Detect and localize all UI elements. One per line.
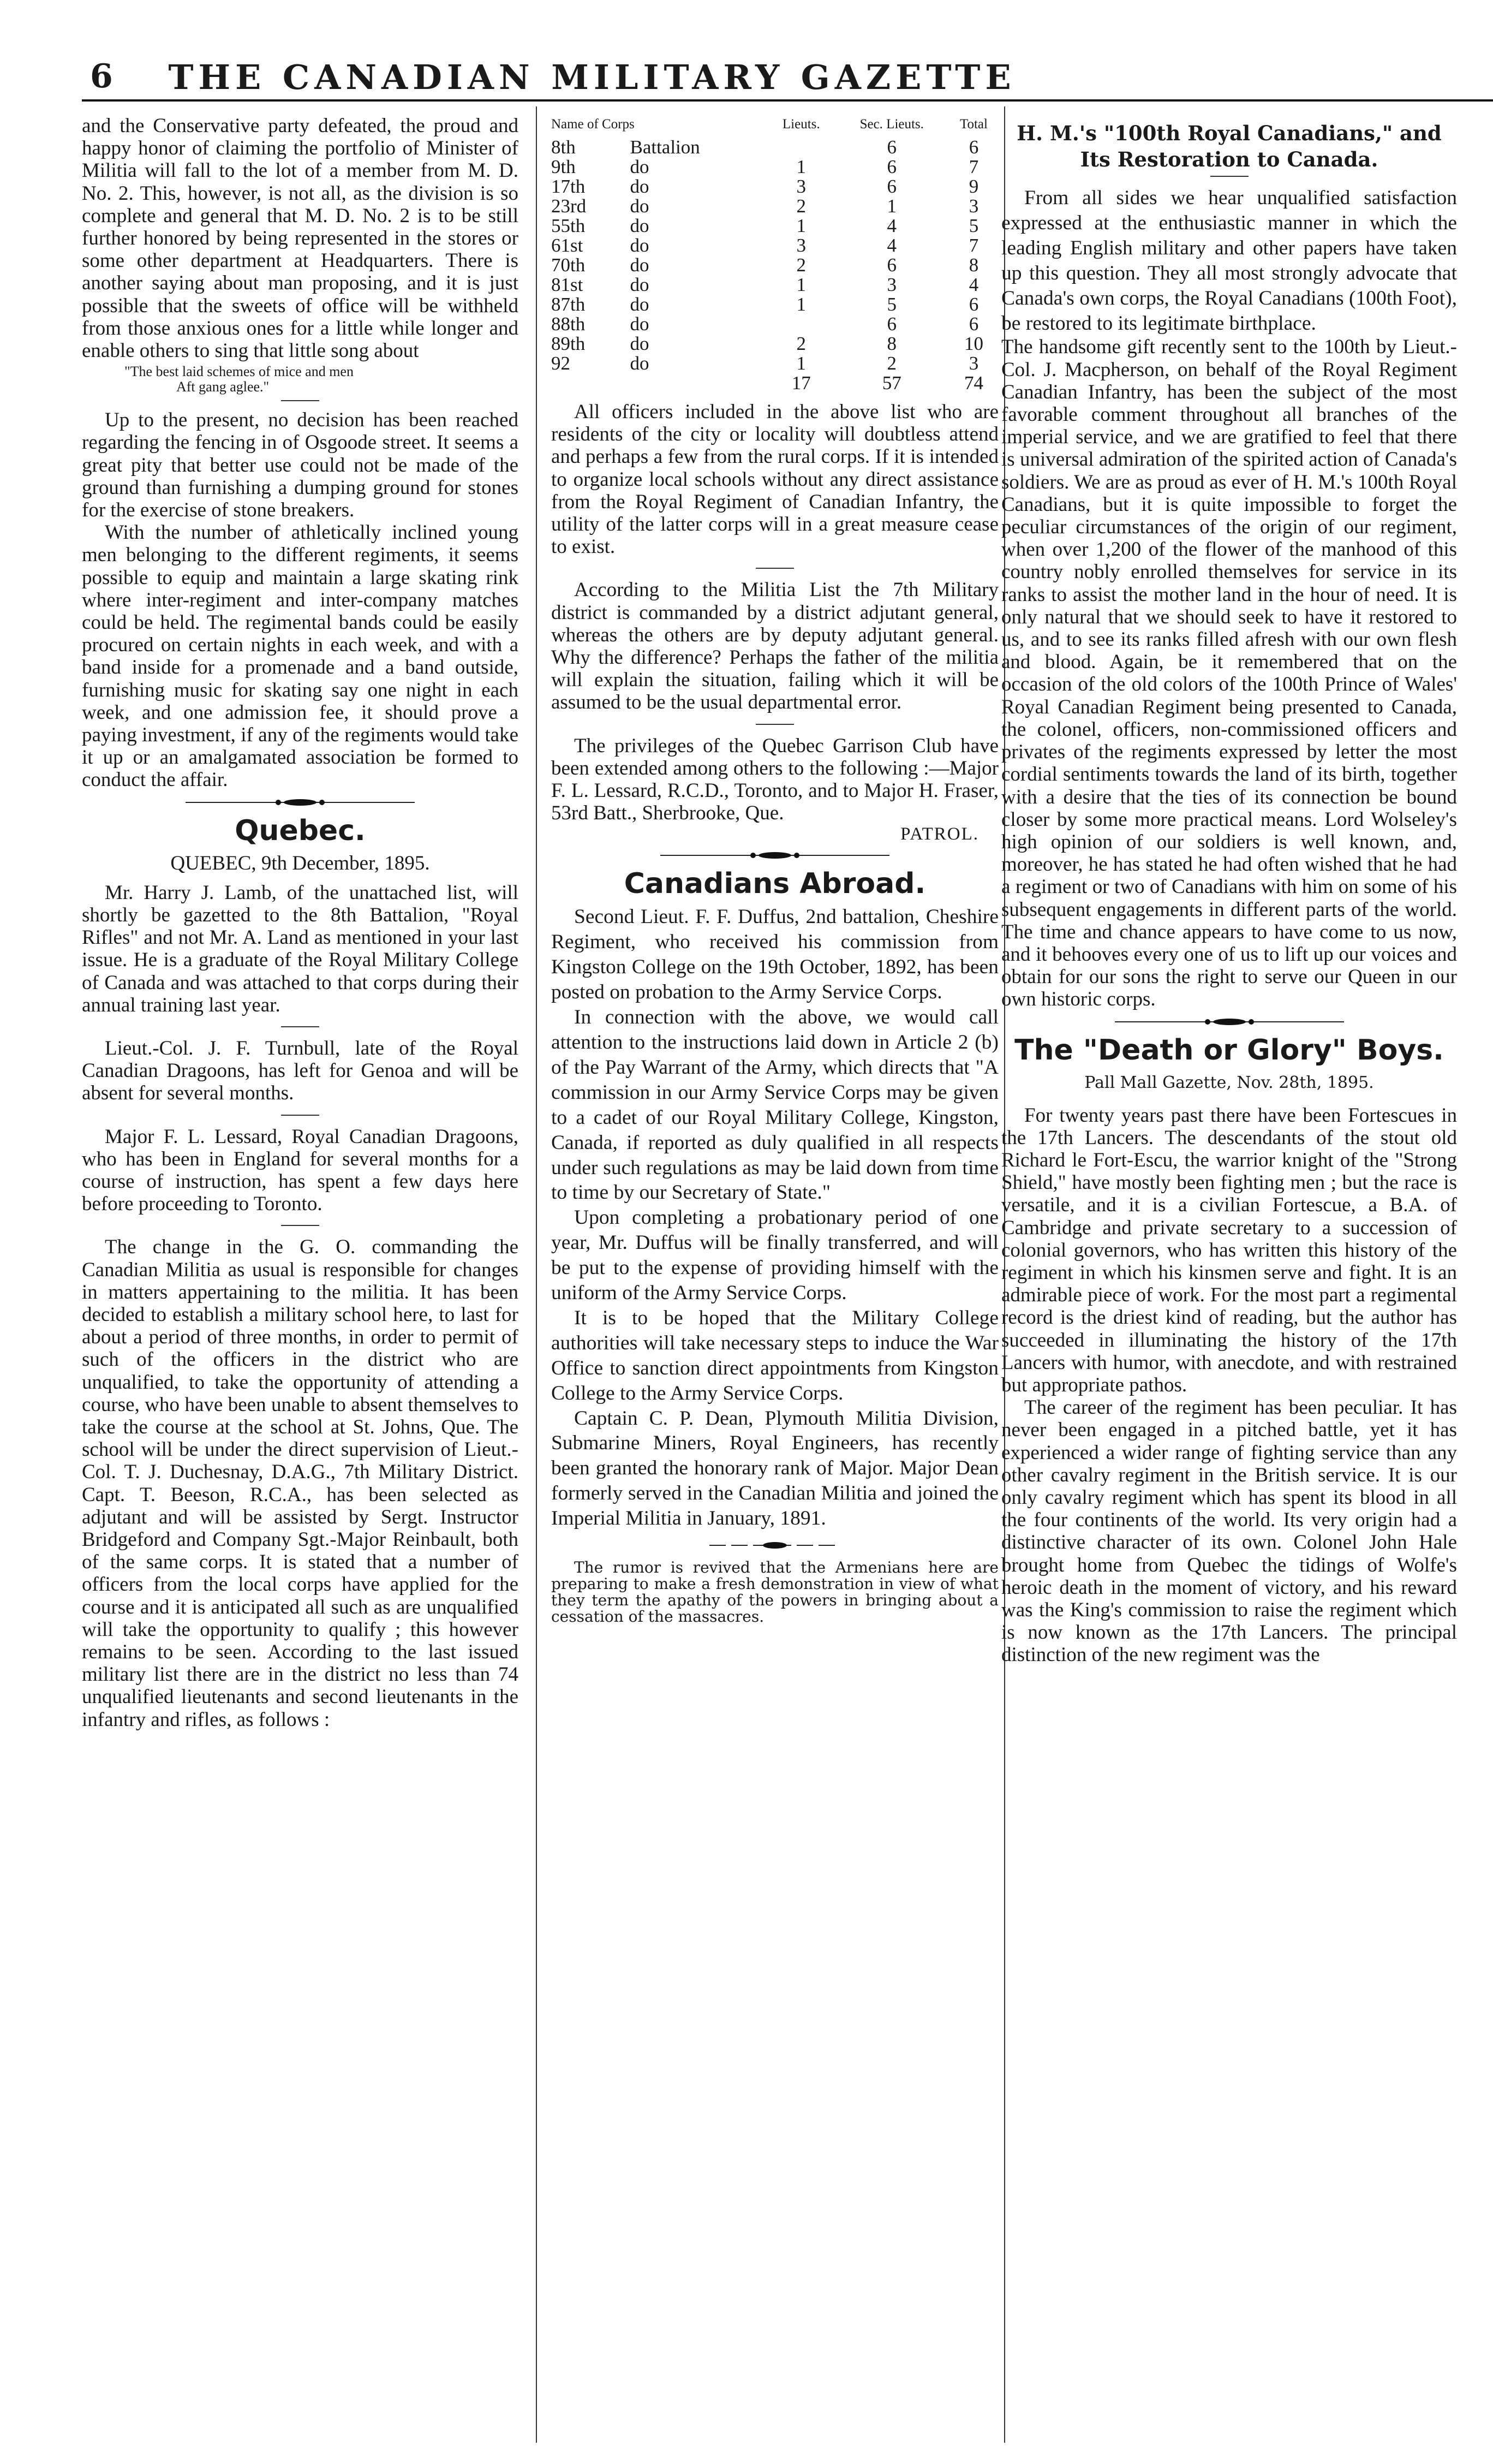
column-3 <box>1001 115 1457 1667</box>
total-cell: 57 <box>882 372 901 394</box>
heading-line: H. M.'s "100th Royal Canadians," and <box>1017 121 1442 145</box>
table-cell: 3 <box>969 195 979 217</box>
section-heading-royal-canadians <box>1001 120 1457 172</box>
short-divider <box>1210 176 1249 177</box>
paragraph: Major F. L. Lessard, Royal Canadian Dragoons, who has been in England for several months for a course of instruction, has spent a few days here before proceeding to Toronto. <box>82 1125 518 1216</box>
table-cell: do <box>630 333 649 354</box>
page-header <box>82 55 1102 98</box>
column-divider-1 <box>536 106 537 2443</box>
paragraph: It is to be hoped that the Military College authorities will take necessary steps to induce the War Office to sanction direct appointments from Kingston College to the Army Service Corps. <box>551 1306 999 1404</box>
table-cell: 55th <box>551 215 586 236</box>
footnote: The rumor is revived that the Armenians here are preparing to make a fresh demonstration in view of what they term the apathy of the powers in bringing about a cessation of the massacres. <box>551 1558 999 1626</box>
paragraph: The privileges of the Quebec Garrison Club have been extended among others to the following :—Major F. L. Lessard, R.C.D., Toronto, and to Major H. Fraser, 53rd Batt., Sherbrooke, Que. <box>551 734 999 825</box>
table-row <box>551 197 999 216</box>
table-cell: 81st <box>551 274 583 295</box>
table-cell: 6 <box>969 136 979 158</box>
table-cell: 3 <box>887 274 897 295</box>
table-cell: 8 <box>887 333 897 354</box>
table-cell: 6 <box>887 156 897 177</box>
total-cell: 17 <box>791 372 811 394</box>
table-row <box>551 177 999 197</box>
table-cell: do <box>630 176 649 197</box>
section-heading-quebec: Quebec. <box>235 814 366 847</box>
short-divider <box>281 400 319 401</box>
heading-line: Its Restoration to Canada. <box>1080 147 1378 171</box>
short-divider <box>281 1026 319 1027</box>
dateline: Pall Mall Gazette, Nov. 28th, 1895. <box>1084 1073 1374 1092</box>
table-header: Total <box>959 117 988 132</box>
signature: PATROL. <box>900 824 979 844</box>
table-cell: 4 <box>887 215 897 236</box>
table-cell: 6 <box>969 313 979 335</box>
paragraph: The change in the G. O. commanding the Canadian Militia as usual is responsible for changes in matters appertaining to the militia. It has been decided to establish a military school here, to last for about a period of three months, in order to permit of such of the officers in the district who are unqualified, to take the opportunity of attending a course, who have been unable to absent themselves to take the course at the school at St. Johns, Que. The school will be under the direct supervision of Lieut.-Col. T. J. Duchesnay, D.A.G., 7th Military District. Capt. T. Beeson, R.C.A., has been selected as adjutant and will be assisted by Sergt. Instructor Bridgeford and Company Sgt.-Major Reinbault, both of the same corps. It is stated that a number of officers from the local corps have applied for the course and it is anticipated all such as are unqualified will take the opportunity to qualify ; this however remains to be seen. According to the last issued military list there are in the district no less than 74 unqualified lieutenants and second lieutenants in the infantry and rifles, as follows : <box>82 1236 518 1731</box>
paragraph: and the Conservative party defeated, the proud and happy honor of claiming the portfolio of Minister of Militia will fall to the lot of a member from M. D. No. 2. This, however, is not all, as the division is so complete and general that M. D. No. 2 is to be still further honored by being represented in the stores or some other department at Headquarters. There is another saying about man proposing, and it is just possible that the sweets of office will be withheld from those anxious ones for a little while longer and enable others to sing that little song about <box>82 115 518 362</box>
table-cell: 2 <box>796 333 806 354</box>
ornamental-divider <box>709 1540 840 1551</box>
verse-line: "The best laid schemes of mice and men <box>124 364 354 380</box>
table-row <box>551 275 999 295</box>
paragraph: The career of the regiment has been peculiar. It has never been engaged in a pitched battle, yet it has experienced a wider range of fighting service than any other cavalry regiment in the British service. It is our only cavalry regiment which has spent its blood in all the four continents of the world. Its very origin had a distinctive character of its own. Colonel John Hale brought home from Quebec the tidings of Wolfe's heroic death in the moment of victory, and his reward was the King's commission to raise the regiment which is now known as the 17th Lancers. The principal distinction of the new regiment was the <box>1001 1396 1457 1667</box>
column-1 <box>82 115 518 1731</box>
table-cell: 6 <box>887 136 897 158</box>
table-cell: 3 <box>796 235 806 256</box>
paragraph: All officers included in the above list who are residents of the city or locality will doubtless attend and perhaps a few from the rural corps. If it is intended to organize local schools without any direct assistance from the Royal Regiment of Canadian Infantry, the utility of the latter corps will in a great measure cease to exist. <box>551 401 999 558</box>
table-cell: do <box>630 313 649 335</box>
table-cell: 2 <box>796 254 806 276</box>
paragraph: With the number of athletically inclined young men belonging to the different regiments, it seems possible to equip and maintain a large skating rink where inter-regiment and inter-company matches could be held. The regimental bands could be easily procured on certain nights in each week, and with a band inside for a promenade and a band outside, furnishing music for skating say one night in each week, and one admission fee, it should prove a paying investment, if any of the regiments would take it up or an amalgamated association be formed to conduct the affair. <box>82 521 518 791</box>
table-cell: do <box>630 215 649 236</box>
table-cell: 3 <box>796 176 806 197</box>
short-divider <box>281 1225 319 1226</box>
table-cell: 70th <box>551 254 586 276</box>
table-cell: 1 <box>796 274 806 295</box>
table-cell: 4 <box>969 274 979 295</box>
paragraph: Captain C. P. Dean, Plymouth Militia Division, Submarine Miners, Royal Engineers, has recently been granted the honorary rank of Major. Major Dean formerly served in the Canadian Militia and joined the Imperial Militia in January, 1891. <box>551 1407 999 1530</box>
table-cell: do <box>630 195 649 217</box>
table-cell: 1 <box>796 215 806 236</box>
ornamental-divider <box>1115 1016 1344 1027</box>
table-cell: 23rd <box>551 195 587 217</box>
table-cell: 7 <box>969 235 979 256</box>
table-header: Lieuts. <box>782 117 820 132</box>
paragraph: Lieut.-Col. J. F. Turnbull, late of the Royal Canadian Dragoons, has left for Genoa and will be absent for several months. <box>82 1037 518 1105</box>
short-divider <box>756 724 794 725</box>
paragraph: In connection with the above, we would call attention to the instructions laid down in Article 2 (b) of the Pay Warrant of the Army, which directs that "A commission in our Army Service Corps may be given to a cadet of our Royal Military College, Kingston, Canada, if reported as duly qualified in all respects under such regulations as may be laid down from time to time by our Secretary of State." <box>551 1006 999 1204</box>
corps-table <box>551 115 999 393</box>
table-cell: 1 <box>887 195 897 217</box>
ornamental-divider <box>660 850 889 861</box>
table-cell: 1 <box>796 353 806 374</box>
table-cell: do <box>630 156 649 177</box>
section-heading-death-or-glory: The "Death or Glory" Boys. <box>1014 1033 1444 1067</box>
paragraph: Mr. Harry J. Lamb, of the unattached list, will shortly be gazetted to the 8th Battalion, "Royal Rifles" and not Mr. A. Land as mentioned in your last issue. He is a graduate of the Royal Military College of Canada and was attached to that corps during their annual training last year. <box>82 881 518 1016</box>
table-row <box>551 314 999 334</box>
table-cell: 89th <box>551 333 586 354</box>
table-cell: do <box>630 294 649 315</box>
table-cell: do <box>630 235 649 256</box>
table-cell: 4 <box>887 235 897 256</box>
table-cell: Battalion <box>630 136 700 158</box>
table-cell: do <box>630 353 649 374</box>
table-cell: 92 <box>551 353 570 374</box>
table-cell: 6 <box>969 294 979 315</box>
table-row <box>551 255 999 275</box>
table-row <box>551 157 999 177</box>
table-cell: 2 <box>796 195 806 217</box>
table-cell: 6 <box>887 176 897 197</box>
table-cell: 2 <box>887 353 897 374</box>
total-cell: 74 <box>964 372 983 394</box>
table-row <box>551 354 999 373</box>
table-row <box>551 236 999 255</box>
table-cell: 10 <box>964 333 983 354</box>
dateline: QUEBEC, 9th December, 1895. <box>170 852 430 874</box>
page-number: 6 <box>90 57 113 96</box>
table-cell: 1 <box>796 294 806 315</box>
table-cell: 87th <box>551 294 586 315</box>
table-cell: 8th <box>551 136 576 158</box>
table-header: Name of Corps <box>551 117 635 132</box>
table-cell: 61st <box>551 235 583 256</box>
table-cell: 5 <box>887 294 897 315</box>
table-cell: 7 <box>969 156 979 177</box>
table-cell: 17th <box>551 176 586 197</box>
paragraph: Upon completing a probationary period of one year, Mr. Duffus will be finally transferred, and will be put to the expense of providing himself with the uniform of the Army Service Corps. <box>551 1206 999 1305</box>
header-rule <box>82 99 1493 102</box>
paragraph: From all sides we hear unqualified satisfaction expressed at the enthusiastic manner in which the leading English military and other papers have taken up this question. They all most strongly advocate that Canada's own corps, the Royal Canadians (100th Foot), be restored to its legitimate birthplace. <box>1001 187 1457 335</box>
table-header: Sec. Lieuts. <box>859 117 924 132</box>
table-cell: 9th <box>551 156 576 177</box>
table-header-row <box>551 115 999 138</box>
verse-quote <box>124 364 518 395</box>
paragraph: Second Lieut. F. F. Duffus, 2nd battalion, Cheshire Regiment, who received his commission from Kingston College on the 19th October, 1892, has been posted on probation to the Army Service Corps. <box>551 906 999 1004</box>
table-cell <box>768 314 835 334</box>
table-row <box>551 138 999 157</box>
paragraph: Up to the present, no decision has been reached regarding the fencing in of Osgoode street. It seems a great pity that better use could not be made of the ground than furnishing a dumping ground for stones for the exercise of stone breakers. <box>82 409 518 522</box>
table-cell: 88th <box>551 313 586 335</box>
table-cell <box>768 138 835 157</box>
ornamental-divider <box>186 797 415 808</box>
section-heading-canadians-abroad: Canadians Abroad. <box>624 867 926 901</box>
table-totals-row <box>551 373 999 393</box>
table-row <box>551 334 999 354</box>
table-row <box>551 295 999 314</box>
table-cell: 6 <box>887 254 897 276</box>
paragraph: For twenty years past there have been Fortescues in the 17th Lancers. The descendants of the stout old Richard le Fort-Escu, the warrior knight of the "Strong Shield," have mostly been fighting men ; but the race is versatile, and it is a civilian Fortescue, a B.A. of Cambridge and private secretary to a succession of colonial governors, who has written this history of the regiment in which his kinsmen serve and fight. It is an admirable piece of work. For the most part a regimental record is the driest kind of reading, but the author has succeeded in illuminating the history of the 17th Lancers with humor, with anecdote, and with restrained but appropriate pathos. <box>1001 1104 1457 1396</box>
paragraph: The handsome gift recently sent to the 100th by Lieut.-Col. J. Macpherson, on behalf of the Royal Regiment Canadian Infantry, has been the subject of the most favorable comment throughout all branches of the imperial service, and we are gratified to feel that there is universal admiration of the spirited action of Canada's soldiers. We are as proud as ever of H. M.'s 100th Royal Canadians, but it is quite impossible to forget the peculiar circumstances of the origin of our regiment, when over 1,200 of the flower of the manhood of this country nobly enrolled themselves for service in its ranks to assist the mother land in the hour of need. It is only natural that we should seek to have it restored to us, and to see its ranks filled afresh with our own flesh and blood. Again, be it remembered that on the occasion of the old colors of the 100th Prince of Wales' Royal Canadian Regiment being presented to Canada, the colonel, officers, non-commissioned officers and privates of the regiments expressed by letter the most cordial sentiments towards the land of its birth, together with a desire that the ties of its connection be bound closer by some more practical means. Lord Wolseley's high opinion of our soldiers is well known, and, moreover, he has stated he had often wished that he had a regiment or two of Canadians with him on some of his subsequent engagements in different parts of the world. The time and chance appears to have come to us now, and it behooves every one of us to lift up our voices and obtain for our sons the right to serve our Queen in our own historic corps. <box>1001 336 1457 1011</box>
table-cell: 8 <box>969 254 979 276</box>
table-cell: 6 <box>887 313 897 335</box>
column-2 <box>551 115 999 1625</box>
table-cell: 9 <box>969 176 979 197</box>
table-cell: 5 <box>969 215 979 236</box>
short-divider <box>756 568 794 569</box>
table-cell: do <box>630 254 649 276</box>
newspaper-title: THE CANADIAN MILITARY GAZETTE <box>168 57 1016 97</box>
table-row <box>551 216 999 236</box>
verse-line: Aft gang aglee." <box>176 379 270 395</box>
paragraph: According to the Militia List the 7th Military district is commanded by a district adjutant general, whereas the others are by deputy adjutant general. Why the difference? Perhaps the father of the militia will explain the situation, failing which it will be assumed to be the usual departmental error. <box>551 579 999 714</box>
table-cell: 3 <box>969 353 979 374</box>
table-cell: 1 <box>796 156 806 177</box>
short-divider <box>281 1115 319 1116</box>
table-cell: do <box>630 274 649 295</box>
